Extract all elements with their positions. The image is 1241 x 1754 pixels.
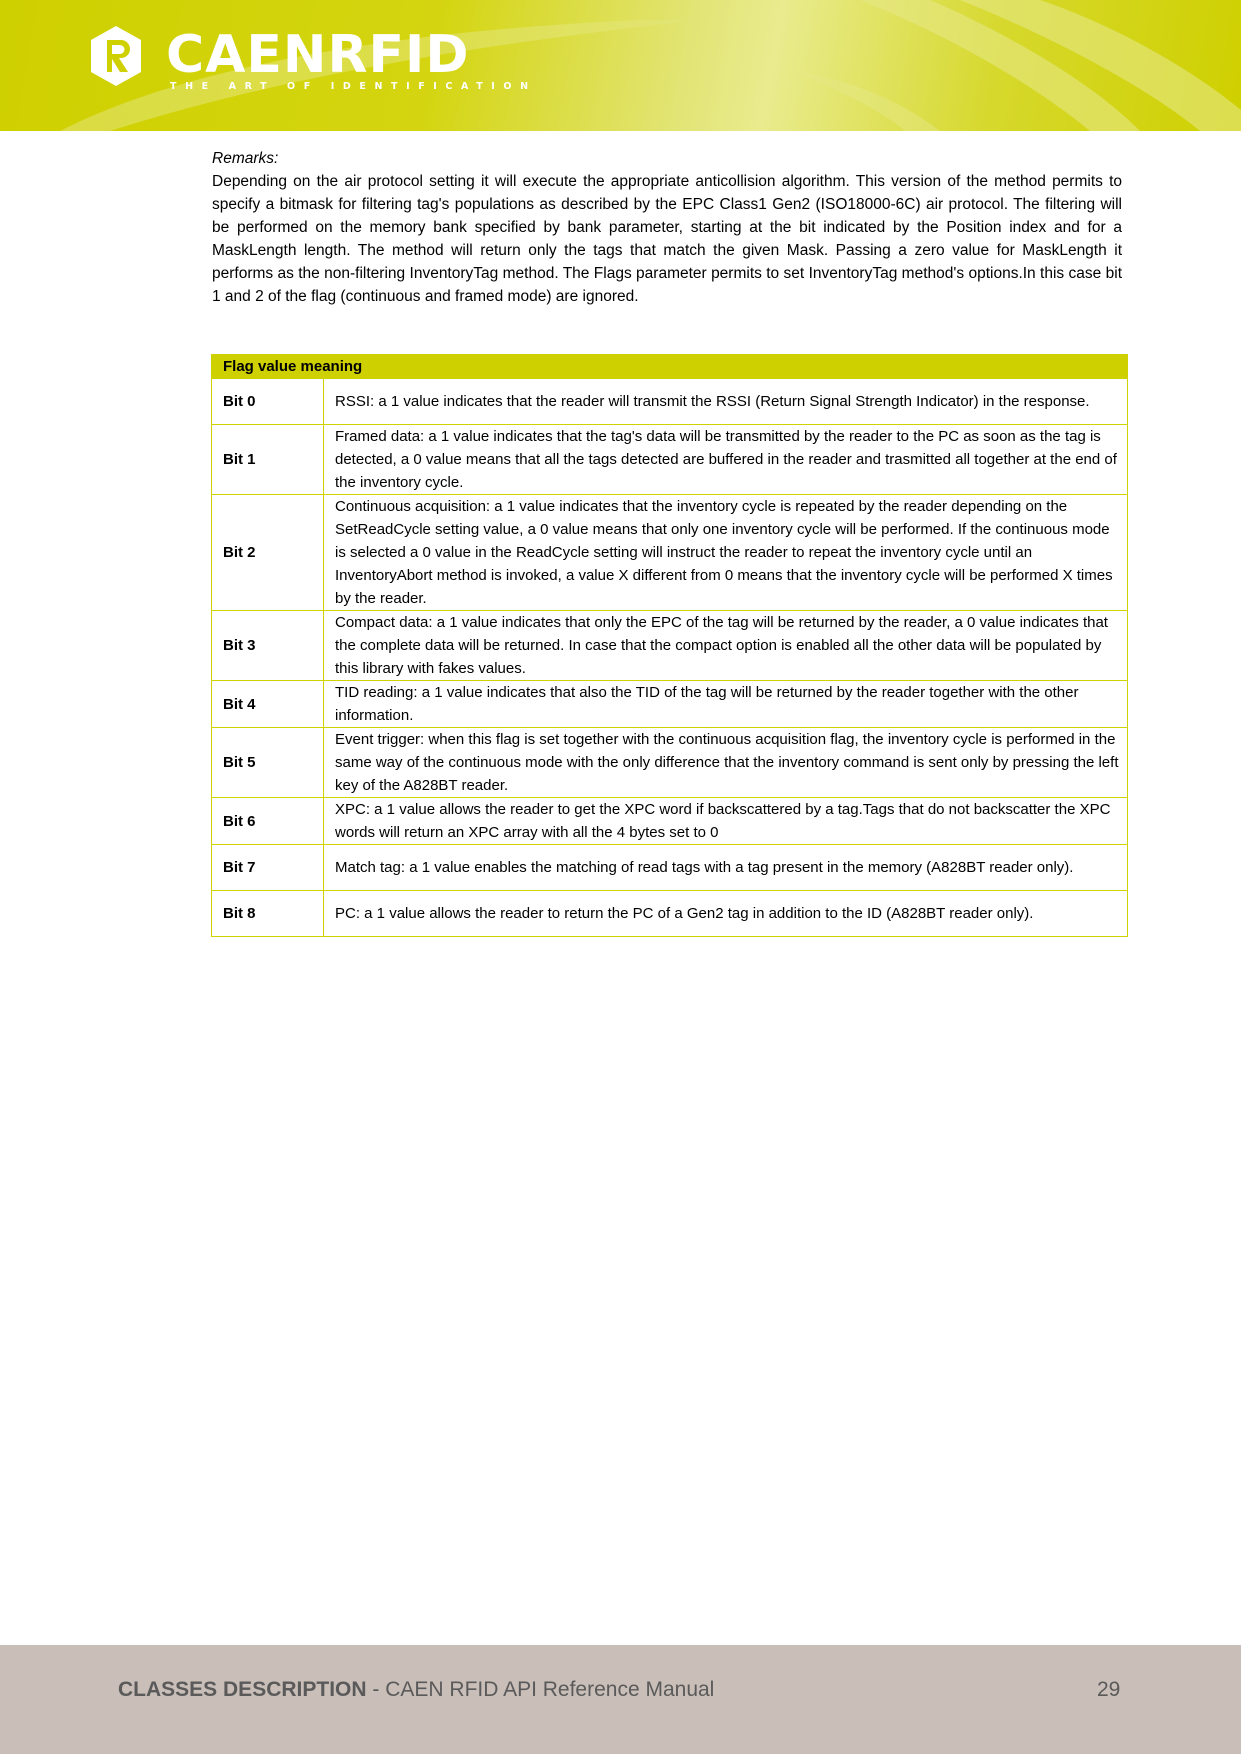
footer-manual-name: CAEN RFID API Reference Manual	[385, 1678, 715, 1701]
table-row	[212, 681, 1128, 728]
logo-tagline: THE ART OF IDENTIFICATION	[170, 81, 537, 92]
bit-description: RSSI: a 1 value indicates that the reader will transmit the RSSI (Return Signal Strength Indicator) in the response.	[324, 379, 1128, 425]
bit-description: Event trigger: when this flag is set together with the continuous acquisition flag, the inventory cycle is performed in the same way of the continuous mode with the only difference that the inventory command is sent only by pressing the left key of the A828BT reader.	[324, 728, 1128, 798]
bit-description: PC: a 1 value allows the reader to return the PC of a Gen2 tag in addition to the ID (A828BT reader only).	[324, 891, 1128, 937]
bit-label: Bit 2	[212, 495, 324, 611]
bit-description: Compact data: a 1 value indicates that only the EPC of the tag will be returned by the reader, a 0 value indicates that the complete data will be returned. In case that the compact option is enabled all the other data will be populated by this library with fakes values.	[324, 611, 1128, 681]
bit-label: Bit 6	[212, 798, 324, 845]
logo-wordmark: CAENRFID	[166, 25, 470, 85]
flag-value-table	[211, 354, 1128, 937]
page-footer	[0, 1645, 1241, 1754]
footer-section: CLASSES DESCRIPTION	[118, 1678, 367, 1701]
bit-label: Bit 8	[212, 891, 324, 937]
bit-description: Framed data: a 1 value indicates that the tag's data will be transmitted by the reader to the PC as soon as the tag is detected, a 0 value means that all the tags detected are buffered in the reader and trasmitted all together at the end of the inventory cycle.	[324, 425, 1128, 495]
bit-description: Continuous acquisition: a 1 value indicates that the inventory cycle is repeated by the reader depending on the SetReadCycle setting value, a 0 value means that only one inventory cycle will be performed. If the continuous mode is selected a 0 value in the ReadCycle setting will instruct the reader to repeat the inventory cycle until an InventoryAbort method is invoked, a value X different from 0 means that the inventory cycle will be performed X times by the reader.	[324, 495, 1128, 611]
footer-title	[118, 1678, 714, 1702]
table-row	[212, 495, 1128, 611]
bit-label: Bit 3	[212, 611, 324, 681]
remarks-label: Remarks:	[212, 150, 279, 167]
table-row	[212, 798, 1128, 845]
remarks-body: Depending on the air protocol setting it will execute the appropriate anticollision algorithm. This version of the method permits to specify a bitmask for filtering tag's populations as described by the EPC Class1 Gen2 (ISO18000-6C) air protocol. The filtering will be performed on the memory bank specified by bank parameter, starting at the bit indicated by the Position index and for a MaskLength length. The method will return only the tags that match the given Mask. Passing a zero value for MaskLength it performs as the non-filtering InventoryTag method. The Flags parameter permits to set InventoryTag method's options.In this case bit 1 and 2 of the flag (continuous and framed mode) are ignored.	[212, 173, 1122, 305]
bit-description: TID reading: a 1 value indicates that also the TID of the tag will be returned by the reader together with the other information.	[324, 681, 1128, 728]
table-row	[212, 728, 1128, 798]
bit-description: XPC: a 1 value allows the reader to get the XPC word if backscattered by a tag.Tags that do not backscatter the XPC words will return an XPC array with all the 4 bytes set to 0	[324, 798, 1128, 845]
table-header: Flag value meaning	[212, 355, 1128, 379]
table-row	[212, 379, 1128, 425]
bit-label: Bit 4	[212, 681, 324, 728]
bit-description: Match tag: a 1 value enables the matching of read tags with a tag present in the memory (A828BT reader only).	[324, 845, 1128, 891]
bit-label: Bit 7	[212, 845, 324, 891]
table-header-row	[212, 355, 1128, 379]
table-row	[212, 891, 1128, 937]
table-row	[212, 425, 1128, 495]
bit-label: Bit 0	[212, 379, 324, 425]
remarks-section	[212, 147, 1122, 308]
footer-separator: -	[366, 1678, 386, 1701]
table-row	[212, 611, 1128, 681]
bit-label: Bit 1	[212, 425, 324, 495]
header-banner	[0, 0, 1241, 131]
logo-hexagon-icon	[88, 24, 144, 88]
table-row	[212, 845, 1128, 891]
page-number: 29	[1097, 1678, 1121, 1701]
bit-label: Bit 5	[212, 728, 324, 798]
